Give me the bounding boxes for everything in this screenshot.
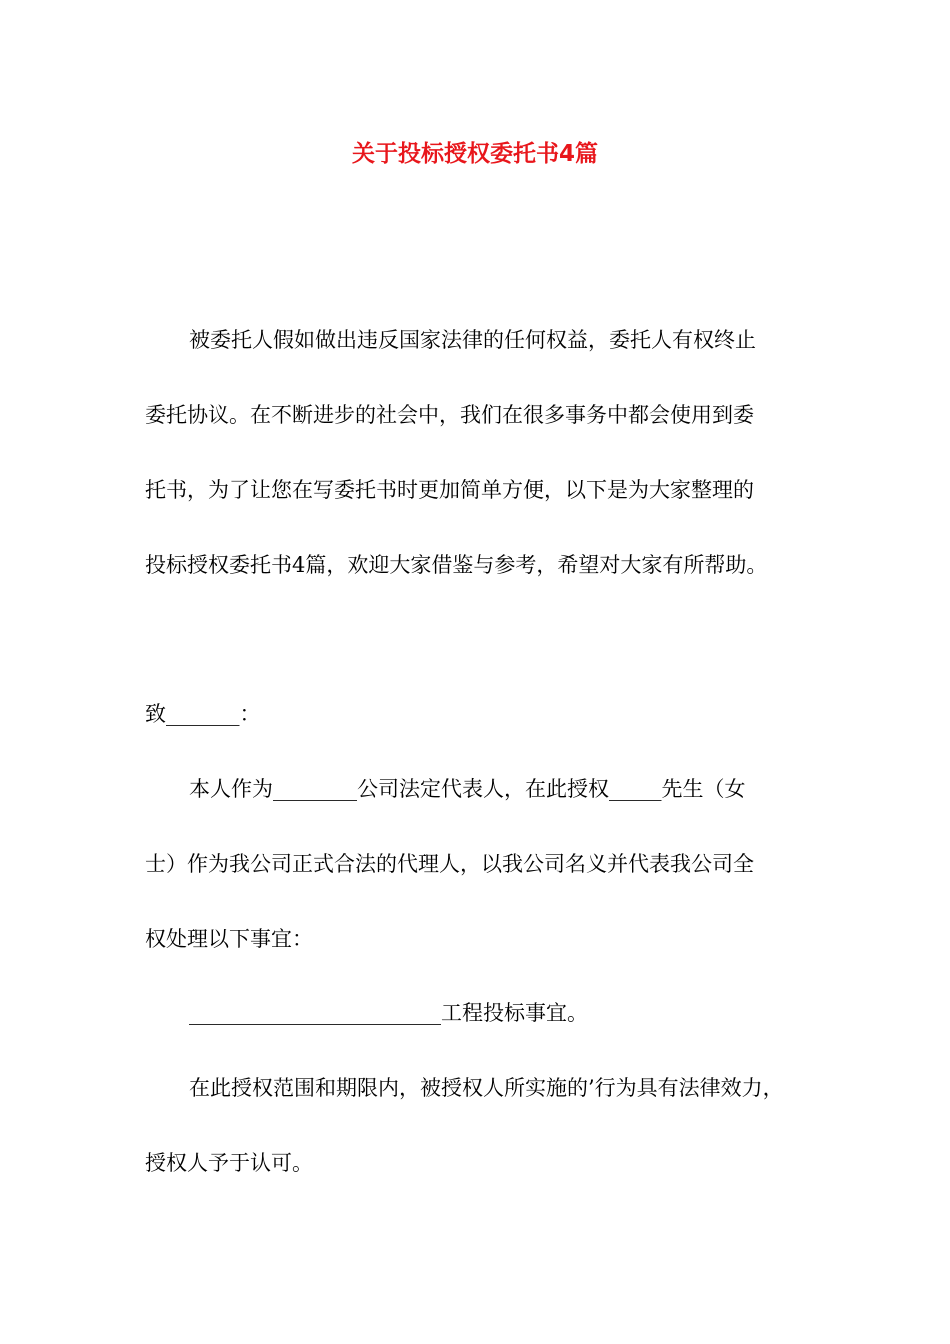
intro-line-2: 委托协议。在不断进步的社会中，我们在很多事务中都会使用到委: [145, 403, 754, 427]
project-line: ________________________工程投标事宜。: [189, 1001, 588, 1025]
validity-line-2: 授权人予于认可。: [145, 1151, 313, 1175]
authorization-line-3: 权处理以下事宜：: [145, 927, 313, 951]
authorization-line-2: 士）作为我公司正式合法的代理人，以我公司名义并代表我公司全: [145, 852, 754, 876]
intro-line-1: 被委托人假如做出违反国家法律的任何权益，委托人有权终止: [189, 328, 756, 352]
intro-line-4: 投标授权委托书4篇，欢迎大家借鉴与参考，希望对大家有所帮助。: [145, 553, 768, 577]
salutation: 致_______：: [145, 702, 261, 726]
document-title: 关于投标授权委托书4篇: [351, 141, 598, 167]
authorization-line-1: 本人作为________公司法定代表人，在此授权_____先生（女: [189, 777, 746, 801]
validity-line-1: 在此授权范围和期限内，被授权人所实施的’行为具有法律效力，: [189, 1076, 784, 1100]
intro-line-3: 托书，为了让您在写委托书时更加简单方便，以下是为大家整理的: [145, 478, 754, 502]
